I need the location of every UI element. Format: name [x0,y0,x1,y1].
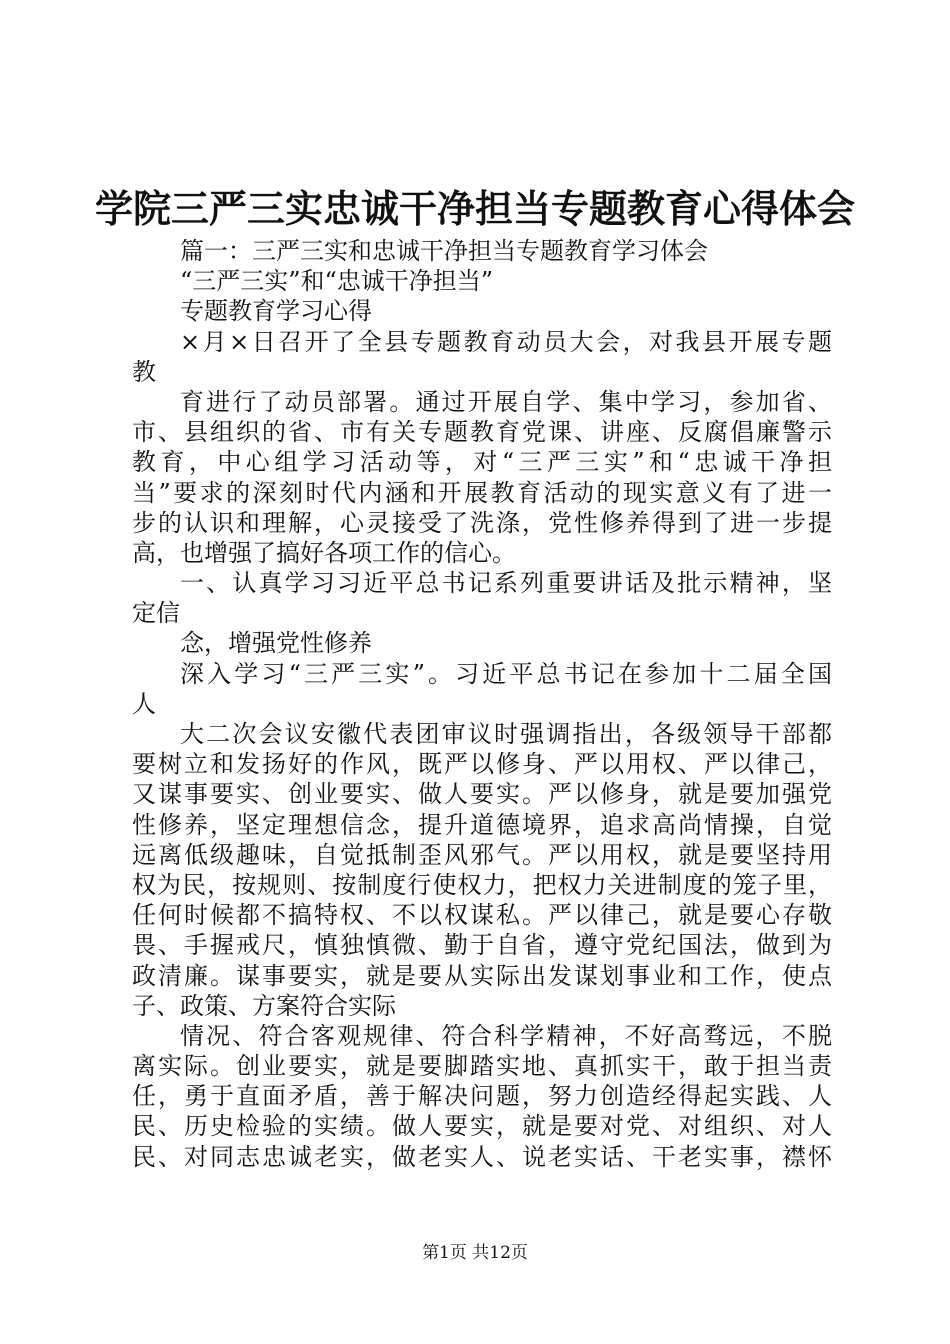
body-line: 任，勇于直面矛盾，善于解决问题，努力创造经得起实践、人 [132,1082,832,1111]
body-line: 定信 [132,599,180,628]
document-body [132,236,832,1172]
body-line: 教育，中心组学习活动等，对“三严三实”和“忠诚干净担 [132,448,832,477]
body-line: 市、县组织的省、市有关专题教育党课、讲座、反腐倡廉警示 [132,418,832,447]
body-line: 又谋事要实、创业要实、做人要实。严以修身，就是要加强党 [132,780,832,809]
body-line: 任何时候都不搞特权、不以权谋私。严以律己，就是要心存敬 [132,901,832,930]
body-line: 大二次会议安徽代表团审议时强调指出，各级领导干部都 [180,720,832,748]
body-line: 专题教育学习心得 [180,297,372,326]
body-line: 深入学习“三严三实”。习近平总书记在参加十二届全国 [180,659,832,688]
body-line: 性修养，坚定理想信念，提升道德境界，追求高尚情操，自觉 [132,810,832,839]
body-line: 步的认识和理解，心灵接受了洗涤，党性修养得到了进一步提 [132,508,832,537]
body-line: 教 [132,357,156,386]
body-line: 篇一：三严三实和忠诚干净担当专题教育学习体会 [180,237,708,265]
body-line: ×月×日召开了全县专题教育动员大会，对我县开展专题 [180,327,832,356]
body-line: 离实际。创业要实，就是要脚踏实地、真抓实干，敢于担当责 [132,1052,832,1081]
body-line: 政清廉。谋事要实，就是要从实际出发谋划事业和工作，使点 [132,961,832,990]
body-line: 念，增强党性修养 [180,629,372,658]
body-line: 育进行了动员部署。通过开展自学、集中学习，参加省、 [180,387,832,416]
body-line: 当”要求的深刻时代内涵和开展教育活动的现实意义有了进一 [132,478,832,507]
body-line: 要树立和发扬好的作风，既严以修身、严以用权、严以律己， [132,750,832,779]
body-line: 远离低级趣味，自觉抵制歪风邪气。严以用权，就是要坚持用 [132,840,832,869]
body-line: 畏、手握戒尺，慎独慎微、勤于自省，遵守党纪国法，做到为 [132,931,832,960]
body-line: 权为民，按规则、按制度行使权力，把权力关进制度的笼子里， [132,870,832,899]
body-line: 民、对同志忠诚老实，做老实人、说老实话、干老实事，襟怀 [132,1142,832,1171]
body-line: “三严三实”和“忠诚干净担当” [180,267,494,296]
body-line: 人 [132,689,156,718]
body-line: 子、政策、方案符合实际 [132,991,396,1020]
page-footer: 第1页 共12页 [422,1243,528,1263]
document-title: 学院三严三实忠诚干净担当专题教育心得体会 [94,186,855,231]
body-line: 一、认真学习习近平总书记系列重要讲话及批示精神，坚 [180,569,832,598]
body-line: 高，也增强了搞好各项工作的信心。 [132,538,516,567]
body-line: 民、历史检验的实绩。做人要实，就是要对党、对组织、对人 [132,1112,832,1141]
body-line: 情况、符合客观规律、符合科学精神，不好高骛远，不脱 [180,1021,832,1050]
